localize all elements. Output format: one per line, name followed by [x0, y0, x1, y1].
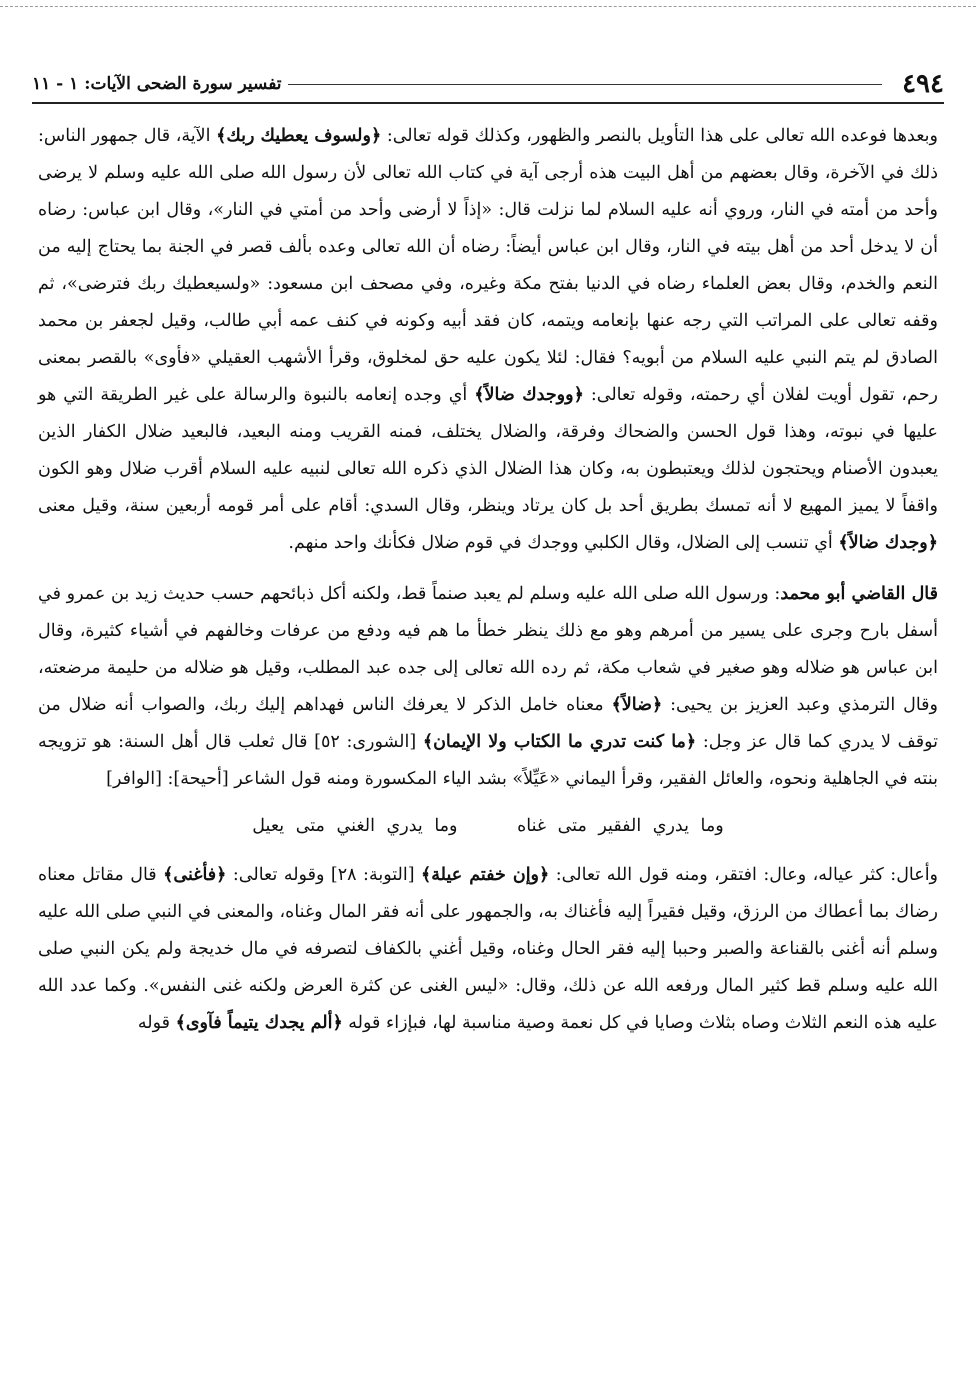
- text-run: أي وجده إنعامه بالنبوة والرسالة على غير الطريقة التي هو عليها في نبوته، وهذا قول الحسن والضحاك وفرقة، والضلال يختلف، فمنه القريب ومنه البعيد، فالبعيد ضلال الكفار الذين يعبدون الأصنام ويحتجون لذلك ويعتبطون به، وكان هذا الضلال الذي ذكره الله تعالى لنبيه عليه السلام أقرب ضلال وهو الكون واقفاً لا يميز المهيع لا أنه تمسك بطريق أحد بل كان يرتاد وينظر، وقال السدي: أقام على أمر قومه أربعين سنة، وقيل معنى: [38, 385, 938, 516]
- text-run: قوله: [137, 1013, 176, 1033]
- text-run: وأعال: كثر عياله، وعال: افتقر، ومنه قول الله تعالى:: [549, 865, 939, 885]
- poetry-verse: [38, 808, 938, 845]
- quoted-verse: قال القاضي أبو محمد: [780, 584, 938, 604]
- page-body: [38, 118, 938, 1042]
- paragraph-3: [38, 857, 938, 1042]
- top-dashed-rule: [0, 6, 976, 7]
- page-header: [32, 66, 944, 104]
- paragraph-1: [38, 118, 938, 562]
- verse-second-hemistich: وما يدري الغني متى يعيل: [252, 816, 458, 836]
- quoted-verse: ﴿وإن خفتم عيلة﴾: [421, 865, 550, 885]
- text-run: : ورسول الله صلى الله عليه وسلم لم يعبد صنماً قط، ولكنه أكل ذبائحهم حسب حديث زيد بن عمرو في أسفل بارح وجرى على يسير من أمرهم وهو مع ذلك ينظر خطأ ما هم فيه ودفع من عرفات وخالفهم في أشياء كثيرة، وقال ابن عباس هو ضلاله وهو صغير في شعاب مكة، ثم رده الله تعالى إلى جده عبد المطلب، وقيل هو ضلاله من حليمة مرضعته، وقال الترمذي وعبد العزيز بن يحيى:: [38, 584, 938, 715]
- quoted-verse: ﴿ألم يجدك يتيماً فآوى﴾: [175, 1013, 343, 1033]
- quoted-verse: ﴿وجدك ضالاً﴾: [838, 533, 938, 553]
- header-divider: [288, 84, 883, 85]
- text-run: أي تنسب إلى الضلال، وقال الكلبي ووجدك في قوم ضلال فكأنك واحد منهم.: [288, 533, 839, 553]
- page-number: ٤٩٤: [902, 69, 944, 99]
- text-run: وبعدها فوعده الله تعالى على هذا التأويل بالنصر والظهور، وكذلك قوله تعالى:: [381, 126, 938, 146]
- quoted-verse: ﴿ضالاً﴾: [611, 695, 663, 715]
- verse-first-hemistich: وما يدري الفقير متى غناه: [517, 816, 724, 836]
- text-run: معناه خامل الذكر لا يعرفك الناس فهداهم إليك ربك، والصواب أنه ضلال من توقف لا يدري كما قال عز وجل:: [38, 695, 938, 752]
- paragraph-2: [38, 576, 938, 798]
- quoted-verse: ﴿ولسوف يعطيك ربك﴾: [216, 126, 382, 146]
- text-run: الآية، قال جمهور الناس: ذلك في الآخرة، وقال بعضهم من أهل البيت هذه أرجى آية في كتاب الله تعالى لأن رسول الله صلى الله عليه وسلم لا يرضى وأحد من أمته في النار، وروي أنه عليه السلام لما نزلت قال: «إذاً لا أرضى وأحد من أمتي في النار»، وقال ابن عباس: رضاه أن لا يدخل أحد من أهل بيته في النار، وقال ابن عباس أيضاً: رضاه أن الله تعالى وعده بألف قصر في الجنة بما يحتاج إليه من النعم والخدم، وقال بعض العلماء رضاه في الدنيا بفتح مكة وغيره، وفي مصحف ابن مسعود: «ولسيعطيك ربك فترضى»، ثم وقفه تعالى على المراتب التي رجه عنها بإنعامه ويتمه، كان فقد أبيه وكونه في كنف عمه أبي طالب، وقيل لجعفر بن محمد الصادق لم يتم النبي عليه السلام من أبويه؟ فقال: لئلا يكون عليه حق لمخلوق، وقرأ الأشهب العقيلي «فأوى» بالقصر بمعنى رحم، تقول أويت لفلان أي رحمته، وقوله تعالى:: [38, 126, 938, 405]
- quoted-verse: ﴿ما كنت تدري ما الكتاب ولا الإيمان﴾: [422, 732, 697, 752]
- quoted-verse: ﴿فأغنى﴾: [163, 865, 227, 885]
- running-title: تفسير سورة الضحى الآيات: ١ - ١١: [32, 74, 282, 94]
- text-run: [التوبة: ٢٨] وقوله تعالى:: [226, 865, 422, 885]
- quoted-verse: ﴿ووجدك ضالاً﴾: [474, 385, 584, 405]
- text-run: [الشورى: ٥٢] قال ثعلب قال أهل السنة: هو تزويجه بنته في الجاهلية ونحوه، والعائل الفقير، وقرأ اليماني «عَيِّلاً» بشد الياء المكسورة ومنه قول الشاعر [أحيحة]: [الوافر]: [38, 732, 938, 789]
- text-run: قال مقاتل معناه رضاك بما أعطاك من الرزق، وقيل فقيراً إليه فأغناك به، والجمهور على أنه فقر المال وغناه، والمعنى في النبي صلى الله عليه وسلم أنه أغنى بالقناعة والصبر وحببا إليه فقر الحال وغناه، وقيل أغني بالكفاف لتصرفه في مال خديجة ولم يكن النبي صلى الله عليه وسلم قط كثير المال ورفعه الله عن ذلك، وقال: «ليس الغنى عن كثرة العرض ولكنه غنى النفس». وكما عدد الله عليه هذه النعم الثلاث وصاه بثلاث وصايا في كل نعمة وصية مناسبة لها، فبإزاء قوله: [38, 865, 938, 1033]
